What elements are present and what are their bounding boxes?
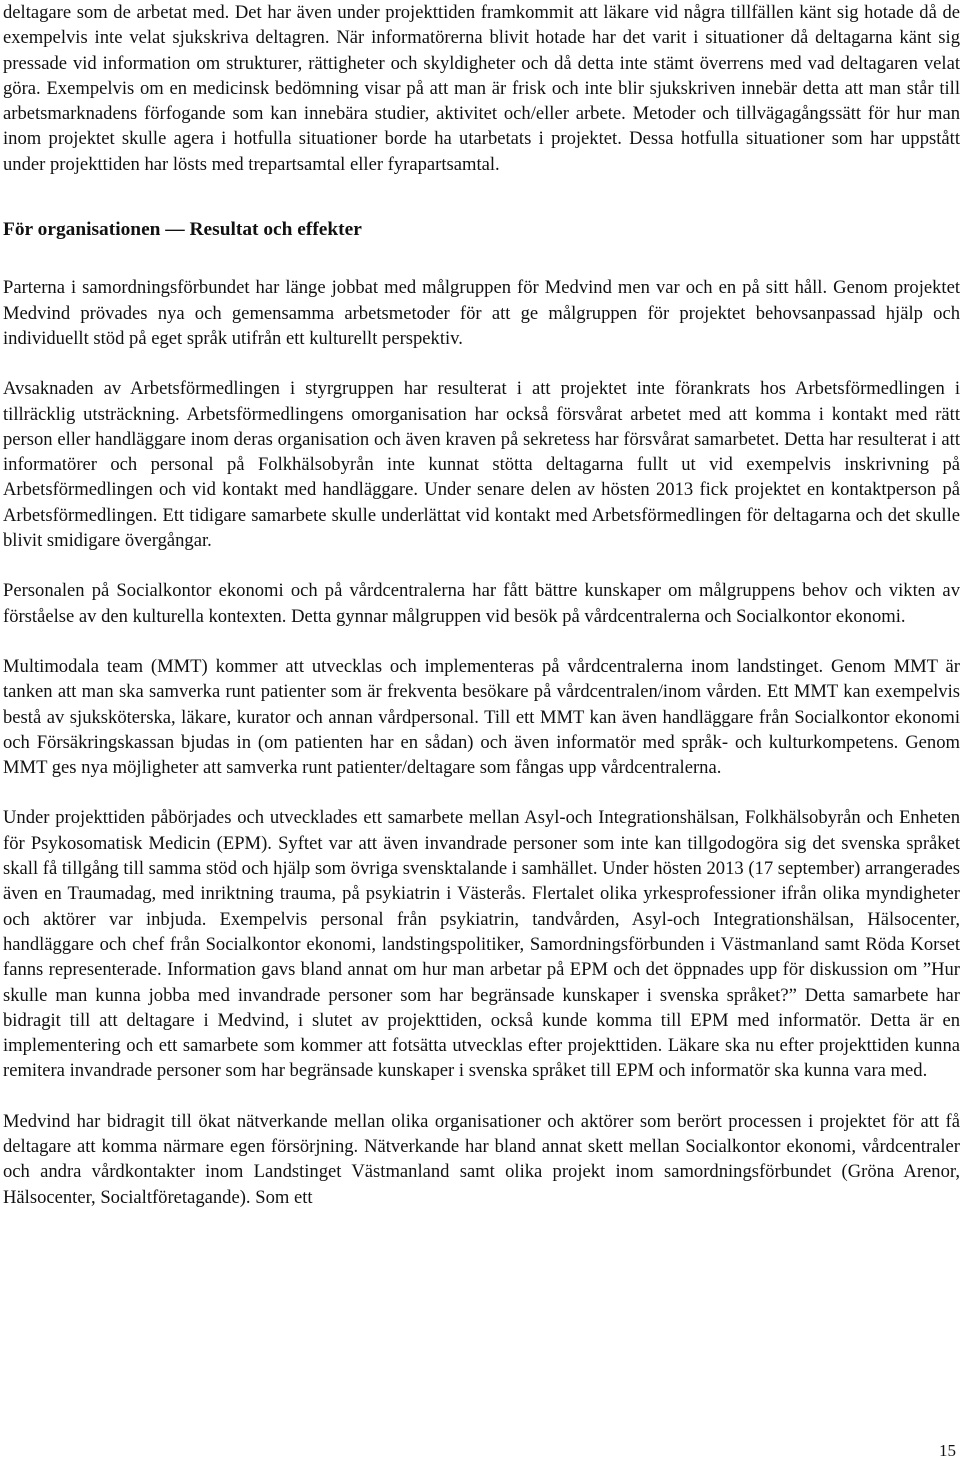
- paragraph-results: Parterna i samordningsförbundet har länge jobbat med målgruppen för Medvind men var och en på sitt håll. Genom projektet Medvind prövades nya och gemensamma arbetsmetoder för att ge målgruppen för projektet behovsanpassad hjälp och individuellt stöd på eget språk utifrån ett kulturellt perspektiv.: [3, 277, 960, 349]
- page-number: 15: [939, 1441, 956, 1460]
- paragraph-epm: Under projekttiden påbörjades och utvecklades ett samarbete mellan Asyl-och Integrationshälsan, Folkhälsobyrån och Enheten för Psykosomatisk Medicin (EPM). Syftet var att även invandrade personer som inte kan tillgodogöra sig det svenska språket skall få tillgång till samma stöd och hjälp som övriga svensktalande i samhället. Under hösten 2013 (17 september) arrangerades även en Traumadag, med inriktning trauma, på psykiatrin i Västerås. Flertalet olika yrkesprofessioner ifrån olika myndigheter och aktörer var inbjuda. Exempelvis personal från psykiatrin, tandvården, Asyl-och Integrationshälsan, Hälsocenter, handläggare och chef från Socialkontor ekonomi, landstingspolitiker, Samordningsförbunden i Västmanland samt Röda Korset fanns representerade. Information gavs bland annat om hur man arbetar på EPM och det öppnades upp för diskussion om ”Hur skulle man kunna jobba med invandrade personer som har begränsade kunskaper i svenska språket?” Detta samarbete har bidragit till att deltagare i Medvind, i slutet av projekttiden, också kunde komma till EPM med informatör. Detta är en implementering och ett samarbete som kommer att fotsätta utvecklas efter projekttiden. Läkare ska nu efter projekttiden kunna remitera invandrade personer som har begränsade kunskaper i svenska språket till EPM och informatör ska kunna vara med.: [3, 807, 960, 1082]
- paragraph-mmt: Multimodala team (MMT) kommer att utvecklas och implementeras på vårdcentralerna inom landstinget. Genom MMT är tanken att man ska samverka runt patienter som är frekventa besökare på vårdcentralen/inom vården. Ett MMT kan exempelvis bestå av sjuksköterska, läkare, kurator och annan vårdpersonal. Till ett MMT kan även handläggare från Socialkontor ekonomi och Försäkringskassan bjudas in (om patienten har en sådan) och även informatör med språk- och kulturkompetens. Genom MMT ges nya möjligheter att samverka runt patienter/deltagare som fångas upp vårdcentralerna.: [3, 655, 960, 779]
- paragraph-socialkontor: Personalen på Socialkontor ekonomi och på vårdcentralerna har fått bättre kunskaper om målgruppens behov och vikten av förståelse av den kulturella kontexten. Detta gynnar målgruppen vid besök på vårdcentralerna och Socialkontor ekonomi.: [3, 580, 960, 627]
- document-page: [3, 0, 960, 1210]
- intro-paragraph: deltagare som de arbetat med. Det har även under projekttiden framkommit att läkare vid några tillfällen känt sig hotade då de exempelvis inte velat sjukskriva deltagren. När informatörerna blivit hotade har det varit i situationer då deltagarna känt sig pressade vid information om strukturer, rättigheter och skyldigheter och då detta inte stämt överrens med vad deltagaren velat göra. Exempelvis om en medicinsk bedömning visar på att man är frisk och inte blir sjukskriven innebär detta att man står till arbetsmarknadens förfogande som kan innebära studier, aktivitet och/eller arbete. Metoder och tillvägagångssätt för hur man inom projektet skulle agera i hotfulla situationer borde ha utarbetats i projektet. Dessa hotfulla situationer som har uppstått under projekttiden har lösts med trepartsamtal eller fyrapartsamtal.: [3, 2, 960, 175]
- paragraph-arbetsformedlingen: Avsaknaden av Arbetsförmedlingen i styrgruppen har resulterat i att projektet inte förankrats hos Arbetsförmedlingen i tillräcklig utsträckning. Arbetsförmedlingens omorganisation har också försvårat arbetet med att komma i kontakt med rätt person eller handläggare inom deras organisation och även kraven på sekretess har försvårat samarbetet. Detta har resulterat i att informatörer och personal på Folkhälsobyrån inte kunnat stötta deltagarna fullt ut vid exempelvis inskrivning på Arbetsförmedlingen och vid kontakt med handläggare. Under senare delen av hösten 2013 fick projektet en kontaktperson på Arbetsförmedlingen. Ett tidigare samarbete skulle underlättat vid kontakt med Arbetsförmedlingen för deltagarna och det skulle blivit smidigare övergångar.: [3, 378, 960, 552]
- paragraph-network: Medvind har bidragit till ökat nätverkande mellan olika organisationer och aktörer som berört processen i projektet för att få deltagare att komma närmare egen försörjning. Nätverkande har bland annat skett mellan Socialkontor ekonomi, vårdcentraler och andra vårdkontakter inom Landstinget Västmanland samt olika projekt inom samordningsförbundet (Gröna Arenor, Hälsocenter, Socialtföretagande). Som ett: [3, 1110, 960, 1208]
- section-heading: För organisationen — Resultat och effekter: [3, 219, 362, 241]
